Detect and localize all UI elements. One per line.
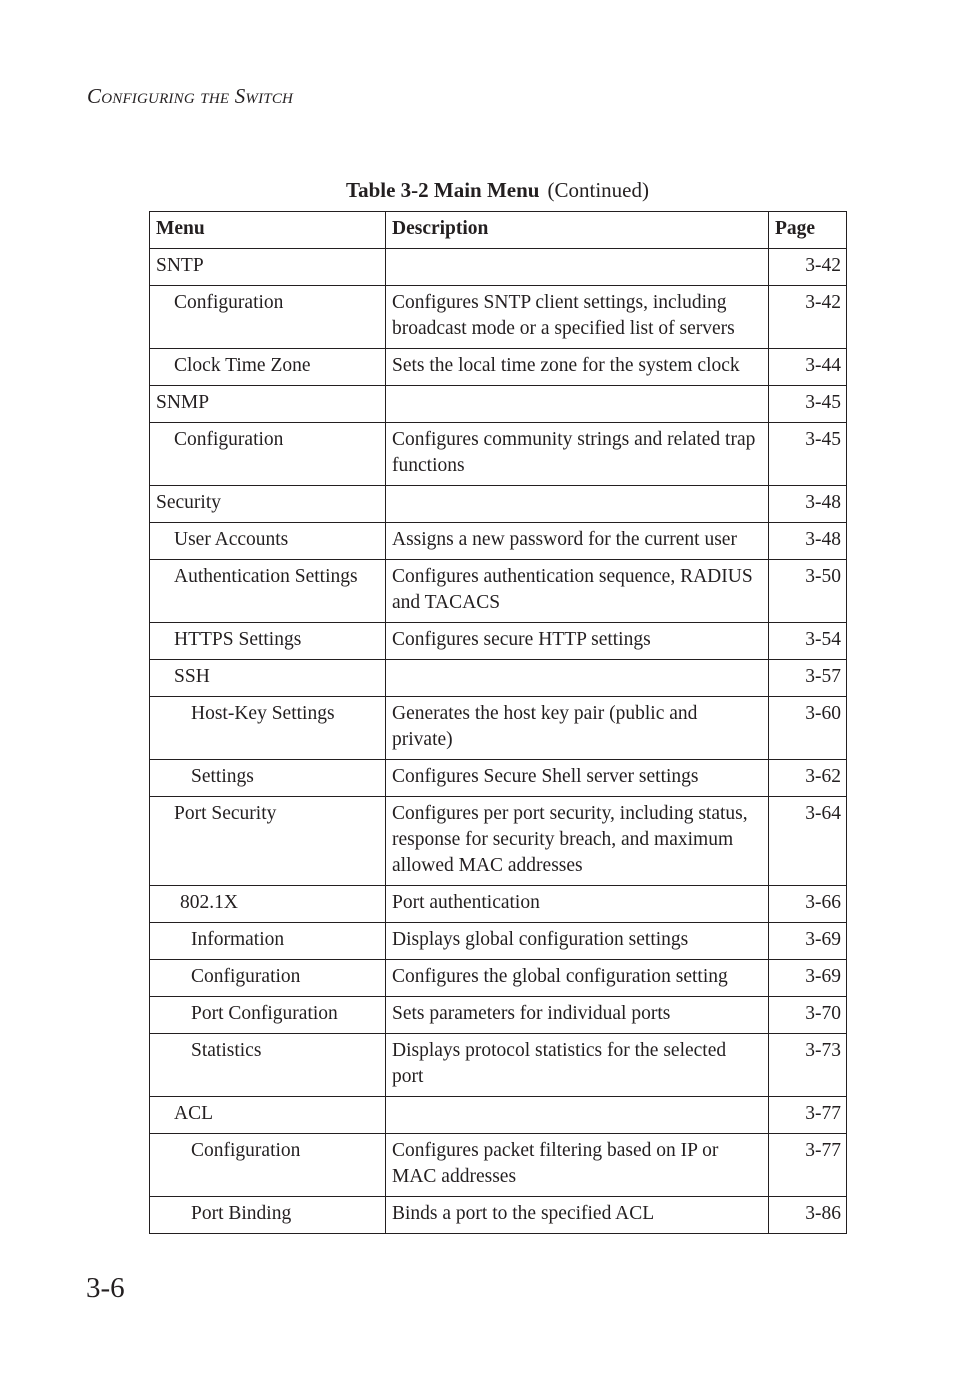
- description-cell: Configures per port security, including status, response for security breach, and maximum allowed MAC addresses: [386, 797, 769, 886]
- table-row: [150, 760, 847, 797]
- table-row: [150, 1034, 847, 1097]
- menu-item-label: Settings: [191, 766, 254, 787]
- menu-cell: [150, 797, 386, 886]
- page-number: 3-6: [86, 1272, 125, 1304]
- page-cell: 3-70: [769, 997, 847, 1034]
- column-header-page: Page: [769, 212, 847, 249]
- table-row: [150, 697, 847, 760]
- main-menu-table: [149, 211, 847, 1234]
- description-cell: Generates the host key pair (public and private): [386, 697, 769, 760]
- description-cell: Configures Secure Shell server settings: [386, 760, 769, 797]
- description-cell: [386, 660, 769, 697]
- table-row: [150, 1097, 847, 1134]
- table-row: [150, 386, 847, 423]
- menu-cell: [150, 523, 386, 560]
- table-row: [150, 923, 847, 960]
- menu-cell: [150, 660, 386, 697]
- menu-item-label: Clock Time Zone: [174, 355, 311, 376]
- menu-cell: [150, 760, 386, 797]
- table-row: [150, 560, 847, 623]
- menu-cell: [150, 623, 386, 660]
- table-header-row: [150, 212, 847, 249]
- description-cell: [386, 249, 769, 286]
- table-row: [150, 1134, 847, 1197]
- running-header: Configuring the Switch: [87, 84, 294, 108]
- description-cell: Configures the global configuration setting: [386, 960, 769, 997]
- menu-item-label: SSH: [174, 666, 210, 687]
- description-cell: Configures community strings and related trap functions: [386, 423, 769, 486]
- table-row: [150, 997, 847, 1034]
- description-cell: [386, 386, 769, 423]
- menu-cell: [150, 349, 386, 386]
- description-cell: Sets parameters for individual ports: [386, 997, 769, 1034]
- description-cell: Configures secure HTTP settings: [386, 623, 769, 660]
- menu-cell: [150, 1134, 386, 1197]
- menu-item-label: Security: [156, 492, 221, 513]
- table-row: [150, 960, 847, 997]
- page-cell: 3-86: [769, 1197, 847, 1234]
- table-row: [150, 797, 847, 886]
- menu-cell: [150, 886, 386, 923]
- menu-cell: [150, 923, 386, 960]
- description-cell: [386, 1097, 769, 1134]
- page-cell: 3-69: [769, 960, 847, 997]
- table-row: [150, 1197, 847, 1234]
- page-cell: 3-42: [769, 286, 847, 349]
- description-cell: Sets the local time zone for the system clock: [386, 349, 769, 386]
- menu-cell: [150, 560, 386, 623]
- menu-cell: [150, 286, 386, 349]
- table-row: [150, 660, 847, 697]
- menu-cell: [150, 249, 386, 286]
- menu-item-label: Authentication Settings: [174, 566, 358, 587]
- page-cell: 3-44: [769, 349, 847, 386]
- menu-item-label: Information: [191, 929, 285, 950]
- page-cell: 3-54: [769, 623, 847, 660]
- description-cell: Configures SNTP client settings, including broadcast mode or a specified list of servers: [386, 286, 769, 349]
- menu-cell: [150, 697, 386, 760]
- page-cell: 3-45: [769, 386, 847, 423]
- table-row: [150, 623, 847, 660]
- menu-item-label: SNMP: [156, 392, 210, 413]
- menu-item-label: User Accounts: [174, 529, 289, 550]
- menu-item-label: Port Configuration: [191, 1003, 338, 1024]
- menu-cell: [150, 1197, 386, 1234]
- table-caption: [149, 178, 846, 203]
- menu-cell: [150, 960, 386, 997]
- menu-item-label: Statistics: [191, 1040, 262, 1061]
- table-row: [150, 423, 847, 486]
- menu-item-label: ACL: [174, 1103, 213, 1124]
- menu-item-label: 802.1X: [180, 892, 238, 913]
- description-cell: Assigns a new password for the current user: [386, 523, 769, 560]
- description-cell: Binds a port to the specified ACL: [386, 1197, 769, 1234]
- menu-cell: [150, 386, 386, 423]
- page-cell: 3-57: [769, 660, 847, 697]
- page-cell: 3-50: [769, 560, 847, 623]
- menu-cell: [150, 423, 386, 486]
- menu-item-label: Host-Key Settings: [191, 703, 335, 724]
- page-cell: 3-48: [769, 486, 847, 523]
- description-cell: Configures packet filtering based on IP or MAC addresses: [386, 1134, 769, 1197]
- page-cell: 3-77: [769, 1097, 847, 1134]
- menu-item-label: Configuration: [174, 292, 284, 313]
- menu-item-label: Port Binding: [191, 1203, 292, 1224]
- column-header-menu: Menu: [150, 212, 386, 249]
- menu-cell: [150, 1034, 386, 1097]
- menu-item-label: HTTPS Settings: [174, 629, 302, 650]
- page-cell: 3-62: [769, 760, 847, 797]
- page-cell: 3-45: [769, 423, 847, 486]
- table-body: [150, 249, 847, 1234]
- page-cell: 3-64: [769, 797, 847, 886]
- table-caption-suffix: (Continued): [547, 178, 649, 202]
- column-header-description: Description: [386, 212, 769, 249]
- menu-item-label: Port Security: [174, 803, 277, 824]
- menu-item-label: Configuration: [191, 966, 301, 987]
- table-row: [150, 249, 847, 286]
- page-cell: 3-73: [769, 1034, 847, 1097]
- page-cell: 3-77: [769, 1134, 847, 1197]
- description-cell: [386, 486, 769, 523]
- table-row: [150, 286, 847, 349]
- menu-item-label: SNTP: [156, 255, 204, 276]
- page-cell: 3-69: [769, 923, 847, 960]
- table-row: [150, 349, 847, 386]
- description-cell: Port authentication: [386, 886, 769, 923]
- menu-cell: [150, 1097, 386, 1134]
- description-cell: Displays protocol statistics for the selected port: [386, 1034, 769, 1097]
- menu-item-label: Configuration: [191, 1140, 301, 1161]
- table-row: [150, 523, 847, 560]
- menu-cell: [150, 997, 386, 1034]
- menu-item-label: Configuration: [174, 429, 284, 450]
- description-cell: Displays global configuration settings: [386, 923, 769, 960]
- page-cell: 3-60: [769, 697, 847, 760]
- table-caption-label: Table 3-2 Main Menu: [346, 178, 540, 202]
- table-row: [150, 486, 847, 523]
- description-cell: Configures authentication sequence, RADIUS and TACACS: [386, 560, 769, 623]
- menu-cell: [150, 486, 386, 523]
- table-row: [150, 886, 847, 923]
- page-cell: 3-66: [769, 886, 847, 923]
- page-cell: 3-42: [769, 249, 847, 286]
- page-cell: 3-48: [769, 523, 847, 560]
